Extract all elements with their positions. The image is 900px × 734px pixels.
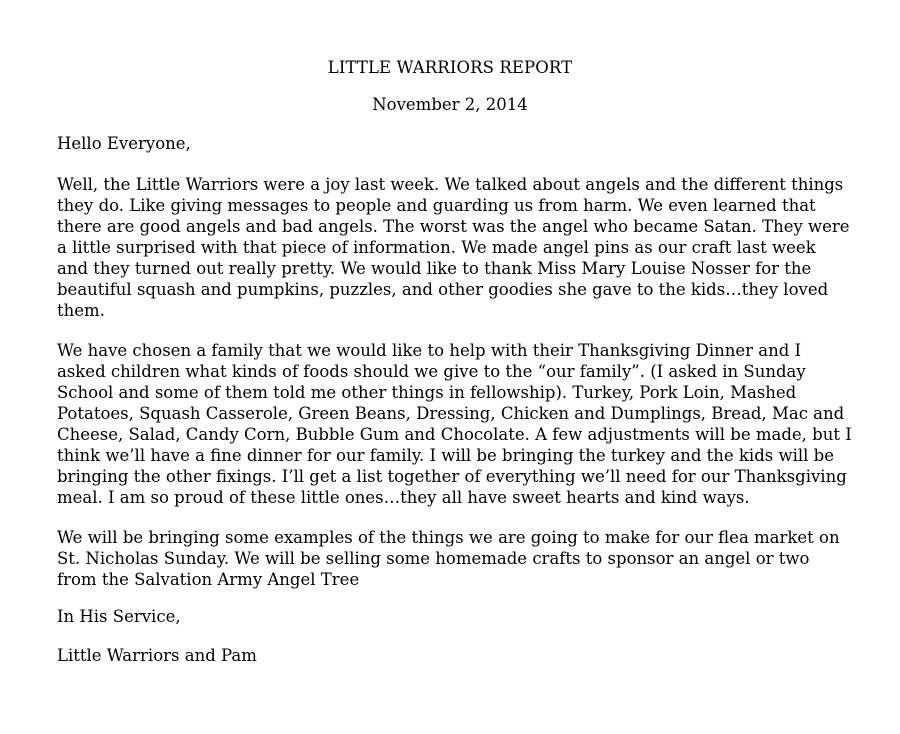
paragraph-line: Potatoes, Squash Casserole, Green Beans, Dressing, Chicken and Dumplings, Bread, Mac and — [57, 404, 845, 423]
signature: Little Warriors and Pam — [57, 646, 257, 665]
paragraph-line: St. Nicholas Sunday. We will be selling some homemade crafts to sponsor an angel or two — [57, 549, 810, 568]
paragraph-line: School and some of them told me other things in fellowship). Turkey, Pork Loin, Mashed — [57, 383, 797, 402]
paragraph-line: We have chosen a family that we would like to help with their Thanksgiving Dinner and I — [57, 341, 802, 360]
paragraph-line: them. — [57, 301, 105, 320]
paragraph-line: they do. Like giving messages to people and guarding us from harm. We even learned that — [57, 196, 816, 215]
paragraph-line: We will be bringing some examples of the things we are going to make for our flea market on — [57, 528, 840, 547]
report-date: November 2, 2014 — [372, 95, 528, 114]
paragraph-line: asked children what kinds of foods should we give to the “our family”. (I asked in Sunday — [57, 362, 806, 381]
report-title: LITTLE WARRIORS REPORT — [327, 58, 573, 77]
paragraph-line: there are good angels and bad angels. The worst was the angel who became Satan. They were — [57, 217, 850, 236]
paragraph-line: beautiful squash and pumpkins, puzzles, and other goodies she gave to the kids…they loved — [57, 280, 829, 299]
paragraph-line: bringing the other fixings. I’ll get a list together of everything we’ll need for our Thanksgiving — [57, 467, 847, 486]
paragraph-line: from the Salvation Army Angel Tree — [57, 570, 360, 589]
closing: In His Service, — [57, 607, 181, 626]
greeting: Hello Everyone, — [57, 134, 191, 153]
paragraph-line: Well, the Little Warriors were a joy last week. We talked about angels and the different things — [57, 175, 844, 194]
paragraph-line: meal. I am so proud of these little ones…they all have sweet hearts and kind ways. — [57, 488, 750, 507]
paragraph-line: think we’ll have a fine dinner for our family. I will be bringing the turkey and the kids will be — [57, 446, 834, 465]
paragraph-line: a little surprised with that piece of information. We made angel pins as our craft last week — [57, 238, 816, 257]
paragraph-line: and they turned out really pretty. We would like to thank Miss Mary Louise Nosser for the — [57, 259, 812, 278]
paragraph-line: Cheese, Salad, Candy Corn, Bubble Gum and Chocolate. A few adjustments will be made, but I — [57, 425, 852, 444]
